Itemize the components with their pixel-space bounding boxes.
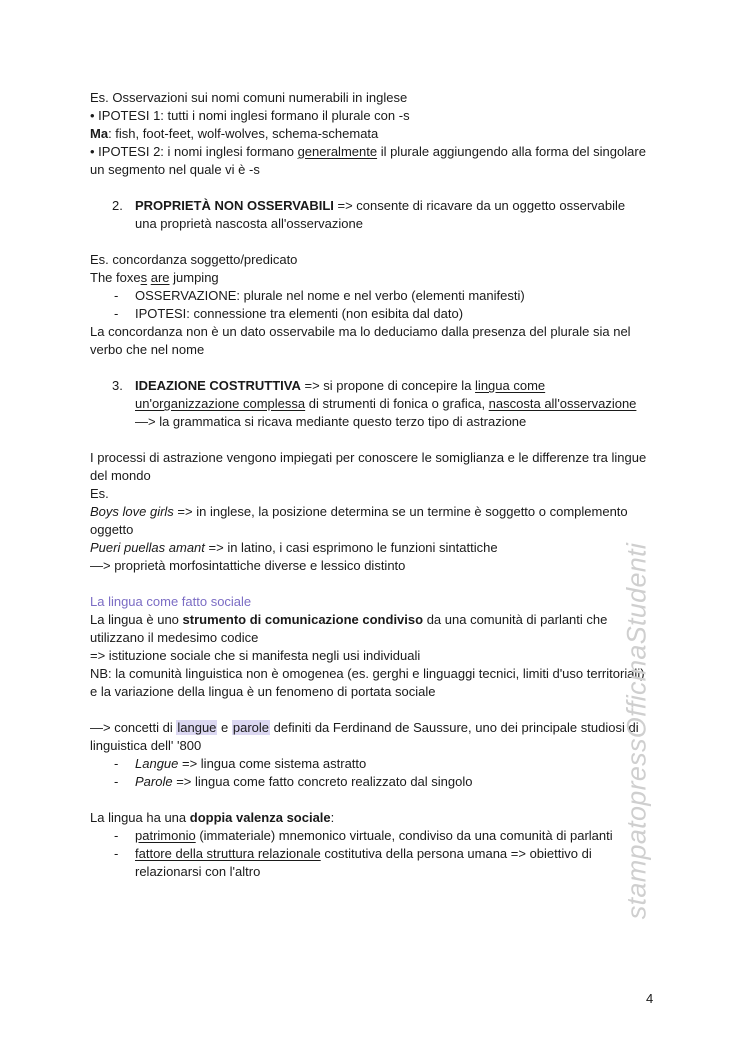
item-number: 2.: [112, 198, 123, 213]
hyp2-underlined: generalmente: [297, 144, 378, 159]
saussure-a: —> concetti di: [90, 720, 177, 735]
conclusion-line: —> proprietà morfosintattiche diverse e lessico distinto: [90, 558, 406, 573]
item-3-t1: => si propone di concepire la: [300, 378, 476, 393]
fattore-text: costitutiva della persona umana => obiettivo di relazionarsi con l'altro: [135, 846, 592, 879]
dash-marker: -: [114, 288, 119, 303]
section-paragraph-1: [90, 611, 650, 647]
social-value-intro: [90, 809, 650, 827]
dash-marker: -: [114, 828, 119, 843]
parole-definition: => lingua come fatto concreto realizzato dal singolo: [172, 774, 473, 789]
counterexamples-text: : fish, foot-feet, wolf-wolves, schema-schemata: [108, 126, 379, 141]
section-paragraph-2: => istituzione sociale che si manifesta negli usi individuali: [90, 648, 421, 663]
dash-marker: -: [114, 846, 119, 861]
hypothesis-1: • IPOTESI 1: tutti i nomi inglesi formano il plurale con -s: [90, 108, 410, 123]
dash-marker: -: [114, 774, 119, 789]
ex-are: are: [150, 270, 170, 285]
ex-a: The foxe: [90, 270, 141, 285]
item-2-text: => consente di ricavare da un oggetto osservabile una proprietà nascosta all'osservazione: [135, 198, 626, 231]
item-3-t3: —> la grammatica si ricava mediante questo terzo tipo di astrazione: [135, 414, 527, 429]
social-bold: doppia valenza sociale: [189, 810, 331, 825]
latin-explanation: => in latino, i casi esprimono le funzioni sintattiche: [204, 540, 498, 555]
counterexamples: [90, 125, 650, 143]
p1-a: La lingua è uno: [90, 612, 183, 627]
patrimonio-text: (immateriale) mnemonico virtuale, condiviso da una comunità di parlanti: [195, 828, 613, 843]
list-item: [90, 287, 650, 305]
example-intro: Es. Osservazioni sui nomi comuni numerabili in inglese: [90, 90, 408, 105]
list-item-text: OSSERVAZIONE: plurale nel nome e nel verbo (elementi manifesti): [135, 288, 525, 303]
langue-definition: => lingua come sistema astratto: [178, 756, 367, 771]
english-example: [90, 503, 650, 539]
hyp2-a: • IPOTESI 2: i nomi inglesi formano: [90, 144, 298, 159]
saussure-b: definiti da Ferdinand de Saussure, uno dei principale studiosi di linguistica dell' '800: [90, 720, 639, 753]
numbered-item-2: [90, 197, 650, 233]
p1-c: da una comunità di parlanti che utilizzano il medesimo codice: [90, 612, 608, 645]
watermark-text: stampatopressOfficinaStudenti: [621, 542, 652, 919]
english-explanation: => in inglese, la posizione determina se un termine è soggetto o complemento oggetto: [90, 504, 628, 537]
list-item-text: IPOTESI: connessione tra elementi (non esibita dal dato): [135, 306, 464, 321]
saussure-e: e: [217, 720, 232, 735]
item-3-t2: di strumenti di fonica o grafica,: [305, 396, 489, 411]
hypothesis-2: [90, 143, 650, 179]
hyp2-b: il plurale aggiungendo alla forma del singolare un segmento nel quale vi è -s: [90, 144, 646, 177]
numbered-item-3: [90, 377, 650, 431]
ex-plural-s: s: [140, 270, 148, 285]
latin-sentence: Pueri puellas amant: [90, 540, 205, 555]
dash-marker: -: [114, 756, 119, 771]
latin-example: [90, 539, 650, 557]
patrimonio-term: patrimonio: [135, 828, 196, 843]
section-paragraph-3: NB: la comunità linguistica non è omogenea (es. gerghi e linguaggi tecnici, limiti d'uso territoriali) e la variazione della lingua è un fenomeno di portata sociale: [90, 666, 645, 699]
ex-c: jumping: [169, 270, 219, 285]
fattore-term: fattore della struttura relazionale: [135, 846, 321, 861]
agreement-paragraph: La concordanza non è un dato osservabile ma lo deduciamo dalla presenza del plurale sia nel verbo che nel nome: [90, 324, 631, 357]
langue-highlight: langue: [177, 720, 217, 735]
agreement-example: [90, 269, 650, 287]
watermark: [597, 538, 677, 923]
item-3-u2: nascosta all'osservazione: [488, 396, 637, 411]
item-3-u1: lingua come un'organizzazione complessa: [135, 378, 546, 411]
p1-bold: strumento di comunicazione condiviso: [182, 612, 424, 627]
list-item: [90, 827, 650, 845]
list-item: [90, 773, 650, 791]
saussure-paragraph: [90, 719, 650, 755]
list-item: [90, 845, 650, 881]
english-sentence: Boys love girls: [90, 504, 174, 519]
item-3-title: IDEAZIONE COSTRUTTIVA: [135, 378, 301, 393]
parole-term: Parole: [135, 774, 173, 789]
list-item: [90, 305, 650, 323]
ma-label: Ma: [90, 126, 109, 141]
social-a: La lingua ha una: [90, 810, 190, 825]
parole-highlight: parole: [232, 720, 270, 735]
section-heading: La lingua come fatto sociale: [90, 594, 252, 609]
page-number: 4: [646, 991, 654, 1006]
es-label: Es.: [90, 486, 109, 501]
agreement-example-title: Es. concordanza soggetto/predicato: [90, 252, 298, 267]
abstraction-paragraph: I processi di astrazione vengono impiegati per conoscere le somiglianza e le differenze tra lingue del mondo: [90, 450, 647, 483]
langue-term: Langue: [135, 756, 179, 771]
list-item: [90, 755, 650, 773]
item-number: 3.: [112, 378, 123, 393]
dash-marker: -: [114, 306, 119, 321]
item-2-title: PROPRIETÀ NON OSSERVABILI: [135, 198, 334, 213]
page-content: [90, 89, 650, 881]
social-colon: :: [330, 810, 335, 825]
